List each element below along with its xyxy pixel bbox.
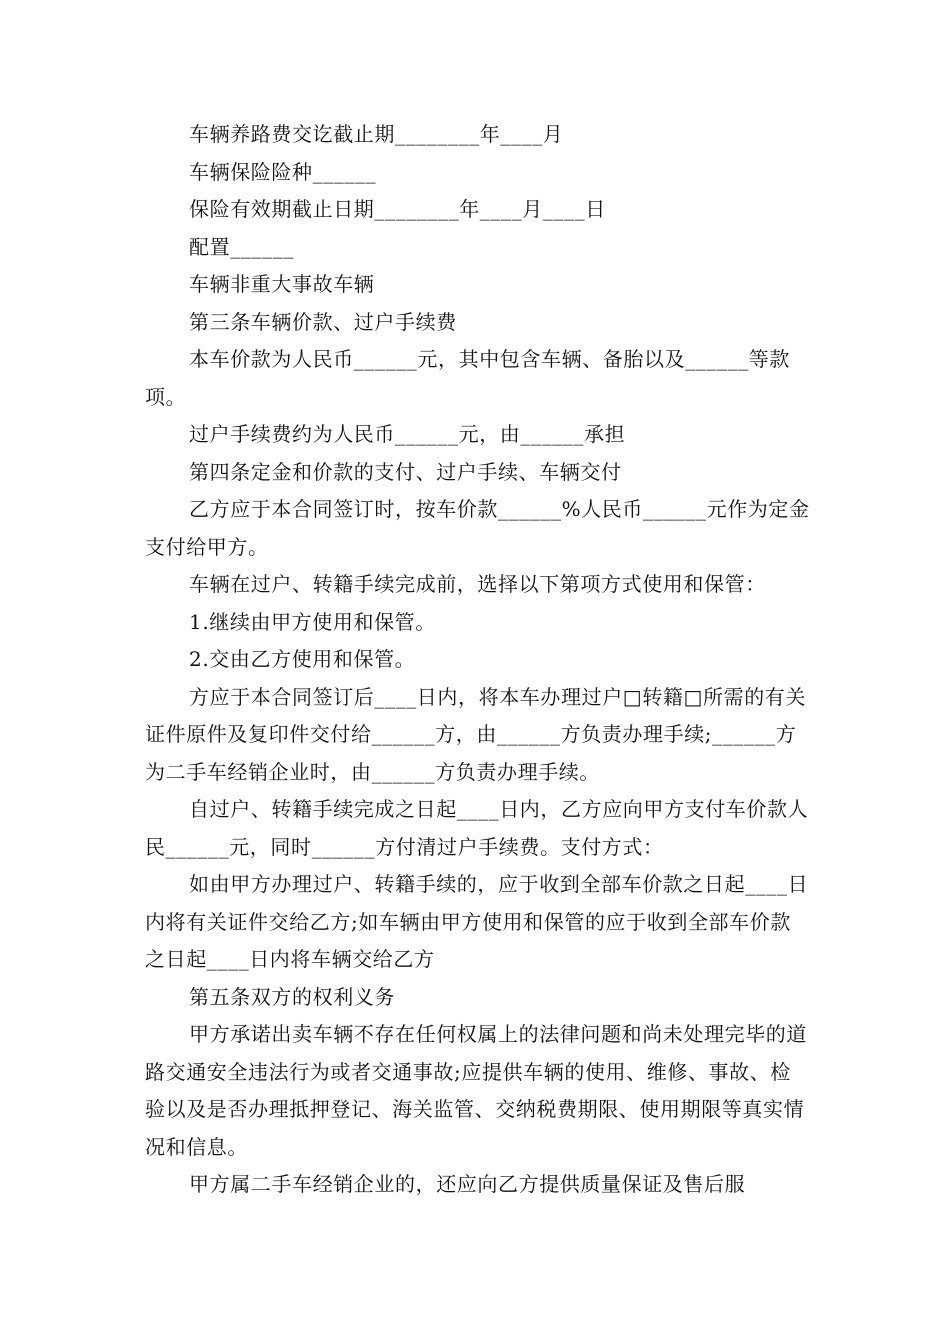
heading-article-5: 第五条双方的权利义务 bbox=[189, 984, 395, 1009]
paragraph-vehicle-price: 本车价款为人民币______元，其中包含车辆、备胎以及______等款项。 bbox=[145, 347, 790, 409]
paragraph-handover: 如由甲方办理过户、转籍手续的，应于收到全部车价款之日起____日内将有关证件交给乙方;如车辆由甲方使用和保管的应于收到全部车价款之日起____日内将车辆交给乙方 bbox=[145, 872, 809, 971]
paragraph-custody-choice: 车辆在过户、转籍手续完成前，选择以下第项方式使用和保管： bbox=[189, 572, 766, 596]
paragraph-seller-warranty: 甲方承诺出卖车辆不存在任何权属上的法律问题和尚未处理完毕的道路交通安全违法行为或者交通事故;应提供车辆的使用、维修、事故、检验以及是否办理抵押登记、海关监管、交纳税费期限、使用期限等真实情况和信息。 bbox=[145, 1022, 807, 1159]
paragraph-transfer-fee: 过户手续费约为人民币______元，由______承担 bbox=[189, 422, 626, 446]
paragraph-road-fee-deadline: 车辆养路费交讫截止期________年____月 bbox=[189, 122, 564, 146]
paragraph-insurance-type: 车辆保险险种______ bbox=[189, 159, 377, 184]
list-item-option-2: 2.交由乙方使用和保管。 bbox=[189, 647, 416, 671]
heading-article-3: 第三条车辆价款、过户手续费 bbox=[189, 309, 457, 334]
heading-article-4: 第四条定金和价款的支付、过户手续、车辆交付 bbox=[189, 459, 622, 484]
document-body bbox=[145, 116, 810, 1204]
list-item-option-1: 1.继续由甲方使用和保管。 bbox=[189, 609, 436, 634]
paragraph-payment: 自过户、转籍手续完成之日起____日内，乙方应向甲方支付车价款人民______元，同时______方付清过户手续费。支付方式： bbox=[145, 797, 809, 859]
paragraph-non-accident-vehicle: 车辆非重大事故车辆 bbox=[189, 272, 375, 296]
paragraph-documents-delivery: 方应于本合同签订后____日内，将本车办理过户□转籍□所需的有关证件原件及复印件交付给______方，由______方负责办理手续;______方为二手车经销企业时，由______方负责办理手续。 bbox=[145, 684, 806, 784]
paragraph-dealer-obligation: 甲方属二手车经销企业的，还应向乙方提供质量保证及售后服 bbox=[189, 1172, 746, 1196]
paragraph-configuration: 配置______ bbox=[189, 234, 294, 259]
paragraph-insurance-expiry: 保险有效期截止日期________年____月____日 bbox=[189, 197, 606, 221]
paragraph-deposit: 乙方应于本合同签订时，按车价款______%人民币______元作为定金支付给甲方。 bbox=[145, 497, 810, 559]
